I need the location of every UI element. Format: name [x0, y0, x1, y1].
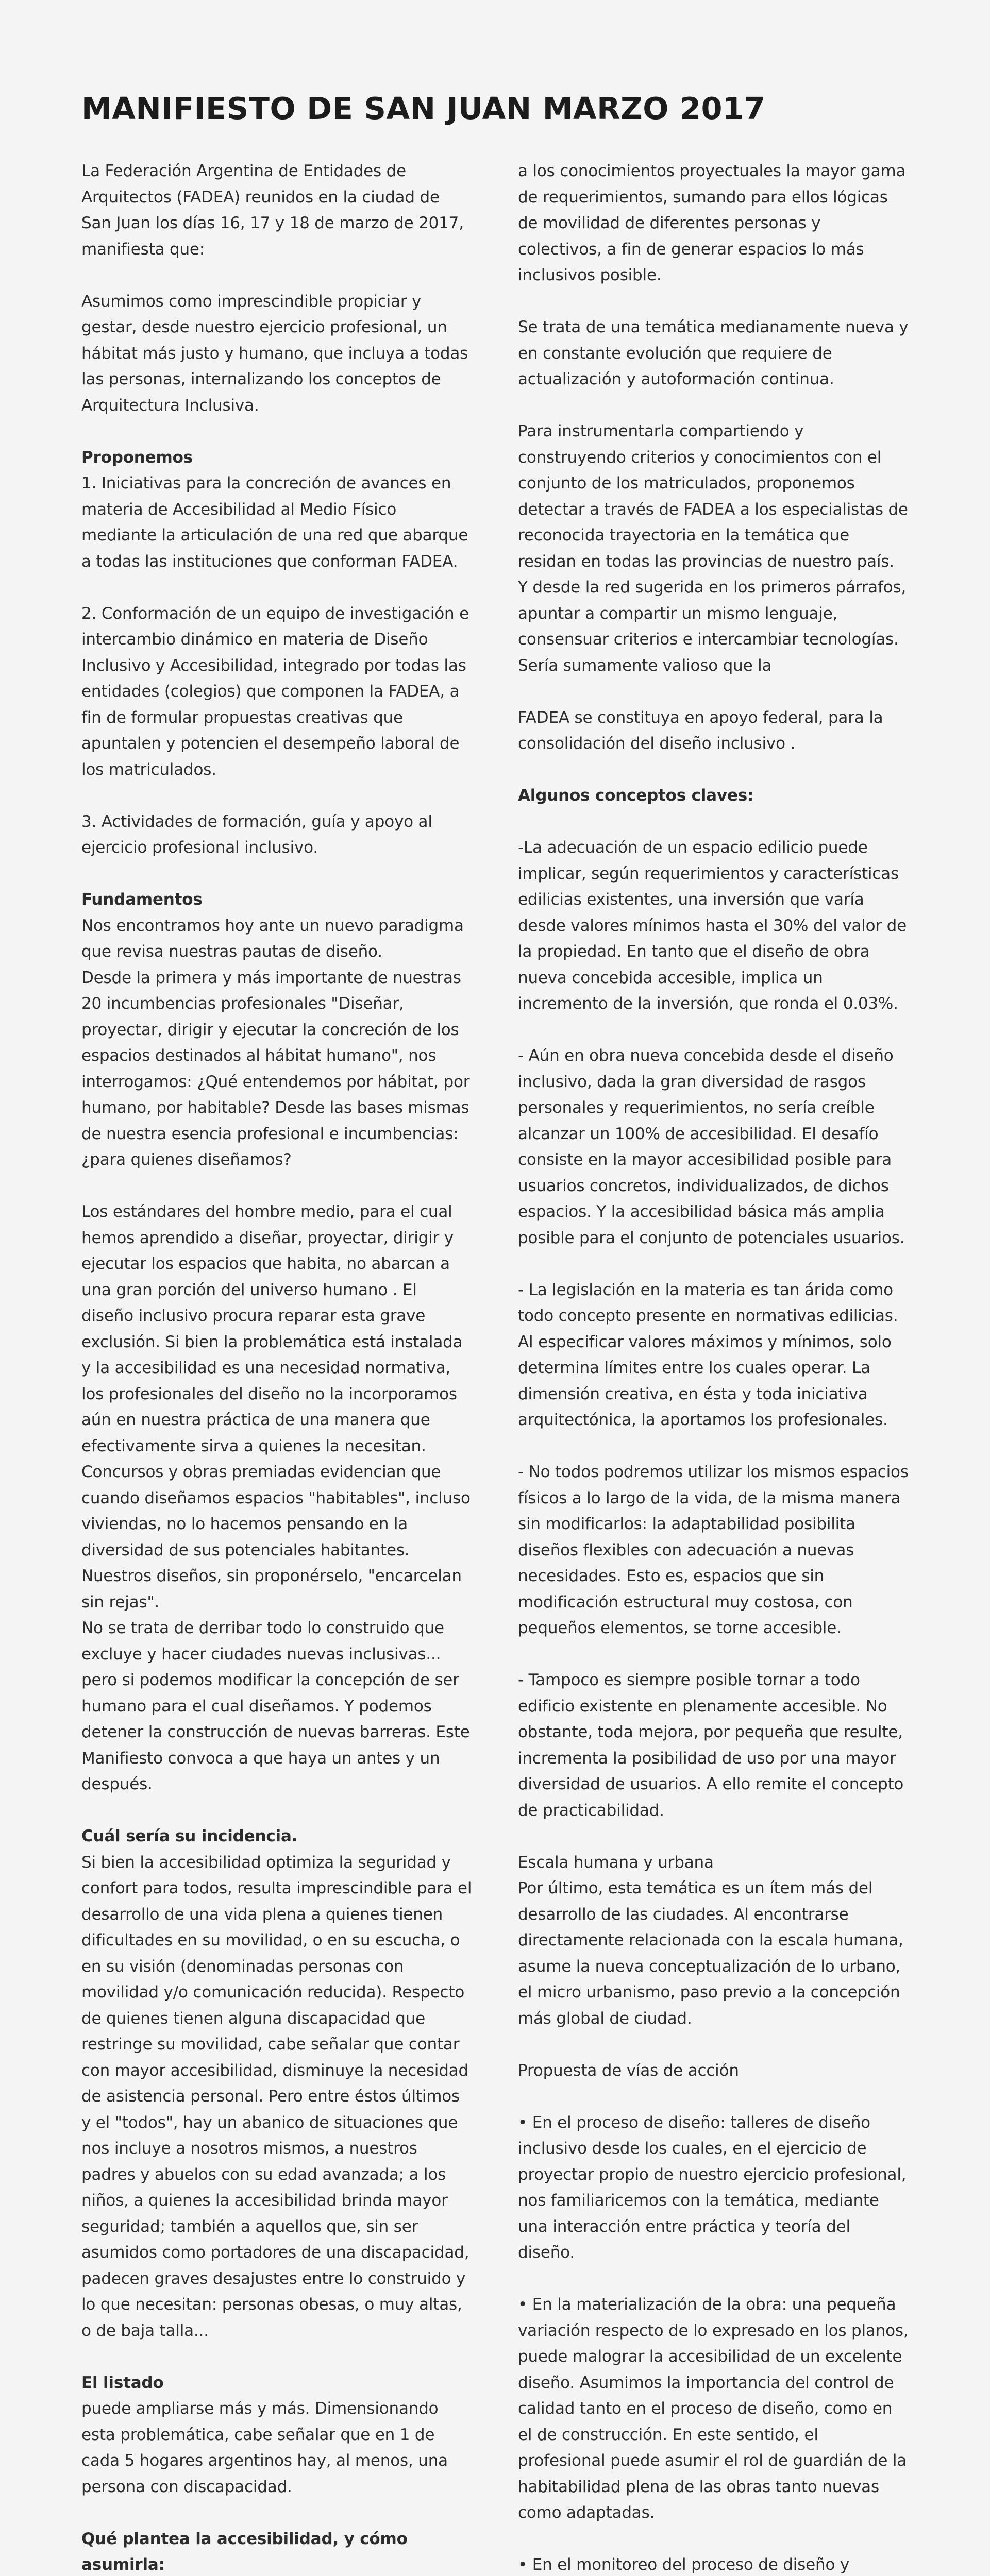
section-heading: Fundamentos — [81, 890, 203, 909]
section-incidencia — [81, 1823, 472, 2344]
section-paragraph: Si bien la accesibilidad optimiza la seguridad y confort para todos, resulta imprescindible para el desarrollo de una vida plena a quienes tienen dificultades en su movilidad, o en su escucha, o en su visión (denominadas personas con movilidad y/o comunicación reducida). Respecto de quienes tienen alguna discapacidad que restringe su movilidad, cabe señalar que contar con mayor accesibilidad, disminuye la necesidad de asistencia personal. Pero entre éstos últimos y el "todos", hay un abanico de situaciones que nos incluye a nosotros mismos, a nuestros padres y abuelos con su edad avanzada; a los niños, a quienes la accesibilidad brinda mayor seguridad; también a aquellos que, sin ser asumidos como portadores de una discapacidad, padecen graves desajustes entre lo construido y lo que necesitan: personas obesas, o muy altas, o de baja talla... — [81, 1853, 472, 2340]
section-paragraph: Por último, esta temática es un ítem más del desarrollo de las ciudades. Al encontrarse directamente relacionada con la escala humana, asume la nueva conceptualización de lo urbano, el micro urbanismo, paso previo a la concepción más global de ciudad. — [518, 1879, 903, 2028]
section-paragraph: FADEA se constituya en apoyo federal, para la consolidación del diseño inclusivo . — [518, 708, 883, 753]
section-paragraph: puede ampliarse más y más. Dimensionando esta problemática, cabe señalar que en 1 de cada 5 hogares argentinos hay, al menos, una persona con discapacidad. — [81, 2399, 448, 2496]
section-paragraph: 1. Iniciativas para la concreción de avances en materia de Accesibilidad al Medio Físico mediante la articulación de una red que abarque a todas las instituciones que conforman FADEA. — [81, 474, 468, 571]
section-paragraph: Nos encontramos hoy ante un nuevo paradigma que revisa nuestras pautas de diseño. Desde la primera y más importante de nuestras 20 incumbencias profesionales "Diseñar, proyectar, dirigir y ejecutar la concreción de los espacios destinados al hábitat humano", nos interrogamos: ¿Qué entendemos por hábitat, por humano, por habitable? Desde las bases mismas de nuestra esencia profesional e incumbencias: ¿para quienes diseñamos? — [81, 916, 470, 1169]
section-heading: Escala humana y urbana — [518, 1853, 714, 1872]
section-paragraph: - Tampoco es siempre posible tornar a todo edificio existente en plenamente accesible. No obstante, toda mejora, por pequeña que resulte, incrementa la posibilidad de uso por una mayor diversidad de usuarios. A ello remite el concepto de practicabilidad. — [518, 1671, 904, 1820]
intro-paragraph: La Federación Argentina de Entidades de Arquitectos (FADEA) reunidos en la ciudad de San Juan los días 16, 17 y 18 de marzo de 2017, manifiesta que: — [81, 162, 464, 259]
section-paragraph: 3. Actividades de formación, guía y apoyo al ejercicio profesional inclusivo. — [81, 812, 432, 857]
section-paragraph: - Aún en obra nueva concebida desde el diseño inclusivo, dada la gran diversidad de rasgos personales y requerimientos, no sería creíble alcanzar un 100% de accesibilidad. El desafío consiste en la mayor accesibilidad posible para usuarios concretos, individualizados, de dichos espacios. Y la accesibilidad básica más amplia posible para el conjunto de potenciales usuarios. — [518, 1046, 905, 1247]
page-title: MANIFIESTO DE SAN JUAN MARZO 2017 — [81, 91, 766, 126]
section-heading: Cuál sería su incidencia. — [81, 1827, 298, 1845]
section-paragraph: Para instrumentarla compartiendo y construyendo criterios y conocimientos con el conjunto de los matriculados, proponemos detectar a través de FADEA a los especialistas de reconocida trayectoria en la temática que residan en todas las provincias de nuestro país. Y desde la red sugerida en los primeros párrafos, apuntar a compartir un mismo lenguaje, consensuar criterios e intercambiar tecnologías. Sería sumamente valioso que la — [518, 422, 908, 675]
section-heading: Propuesta de vías de acción — [518, 2061, 739, 2080]
section-escala — [518, 1850, 909, 2032]
section-paragraph: • En la materialización de la obra: una pequeña variación respecto de lo expresado en los planos, puede malograr la accesibilidad de un excelente diseño. Asumimos la importancia del control de calidad tanto en el proceso de diseño, como en el de construcción. En este sentido, el profesional puede asumir el rol de guardián de la habitabilidad plena de las obras tanto nuevas como adaptadas. — [518, 2295, 909, 2522]
section-asumirla — [81, 2526, 472, 2576]
section-paragraph: • En el monitoreo del proceso de diseño y — [518, 2555, 850, 2574]
section-proponemos — [81, 445, 472, 575]
section-paragraph: - No todos podremos utilizar los mismos espacios físicos a lo largo de la vida, de la misma manera sin modificarlos: la adaptabilidad posibilita diseños flexibles con adecuación a nuevas necesidades. Esto es, espacios que sin modificación estructural muy costosa, con pequeños elementos, se torne accesible. — [518, 1463, 909, 1637]
section-paragraph: Se trata de una temática medianamente nueva y en constante evolución que requiere de actualización y autoformación continua. — [518, 318, 909, 388]
section-heading: Qué plantea la accesibilidad, y cómo asumirla: — [81, 2529, 408, 2574]
section-listado — [81, 2370, 472, 2500]
section-paragraph: Los estándares del hombre medio, para el cual hemos aprendido a diseñar, proyectar, dirigir y ejecutar los espacios que habita, no abarcan a una gran porción del universo humano . El diseño inclusivo procura reparar esta grave exclusión. Si bien la problemática está instalada y la accesibilidad es una necesidad normativa, los profesionales del diseño no la incorporamos aún en nuestra práctica de una manera que efectivamente sirva a quienes la necesitan. Concursos y obras premiadas evidencian que cuando diseñamos espacios "habitables", incluso viviendas, no lo hacemos pensando en la diversidad de sus potenciales habitantes. Nuestros diseños, sin proponérselo, "encarcelan sin rejas". No se trata de derribar todo lo construido que excluye y hacer ciudades nuevas inclusivas... pero si podemos modificar la concepción de ser humano para el cual diseñamos. Y podemos detener la construcción de nuevas barreras. Este Manifiesto convoca a que haya un antes y un después. — [81, 1202, 471, 1793]
right-column — [518, 158, 909, 2576]
section-fundamentos — [81, 887, 472, 1173]
section-paragraph: • En el proceso de diseño: talleres de diseño inclusivo desde los cuales, en el ejercicio de proyectar propio de nuestro ejercicio profesional, nos familiaricemos con la temática, mediante una interacción entre práctica y teoría del diseño. — [518, 2113, 907, 2262]
section-heading: El listado — [81, 2373, 164, 2392]
section-paragraph: - La legislación en la materia es tan árida como todo concepto presente en normativas edilicias. Al especificar valores máximos y mínimos, solo determina límites entre los cuales operar. La dimensión creativa, en ésta y toda iniciativa arquitectónica, la aportamos los profesionales. — [518, 1280, 898, 1429]
section-heading: Proponemos — [81, 448, 193, 467]
section-paragraph: -La adecuación de un espacio edilicio puede implicar, según requerimientos y características edilicias existentes, una inversión que varía desde valores mínimos hasta el 30% del valor de la propiedad. En tanto que el diseño de obra nueva concebida accesible, implica un incremento de la inversión, que ronda el 0.03%. — [518, 838, 907, 1013]
section-paragraph: a los conocimientos proyectuales la mayor gama de requerimientos, sumando para ellos lógicas de movilidad de diferentes personas y colectivos, a fin de generar espacios lo más inclusivos posible. — [518, 162, 906, 284]
section-paragraph: 2. Conformación de un equipo de investigación e intercambio dinámico en materia de Diseño Inclusivo y Accesibilidad, integrado por todas las entidades (colegios) que componen la FADEA, a fin de formular propuestas creativas que apuntalen y potencien el desempeño laboral de los matriculados. — [81, 604, 469, 779]
left-column — [81, 158, 472, 2576]
intro-paragraph: Asumimos como imprescindible propiciar y gestar, desde nuestro ejercicio profesional, un hábitat más justo y humano, que incluya a todas las personas, internalizando los conceptos de Arquitectura Inclusiva. — [81, 292, 468, 415]
two-column-body — [81, 158, 909, 2576]
section-heading: Algunos conceptos claves: — [518, 786, 754, 805]
